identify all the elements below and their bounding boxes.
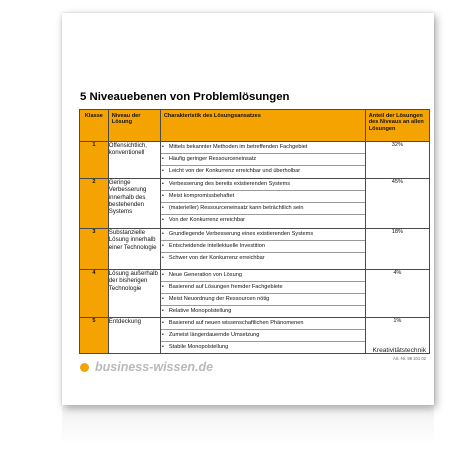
- bullet-icon: •: [161, 181, 164, 187]
- header-anteil: Anteil der Lösungen des Niveaus an allen Lösungen: [365, 110, 429, 142]
- logo-text: business-wissen.de: [95, 360, 214, 374]
- list-item-text: Häufig geringer Ressourceneinsatz: [168, 155, 257, 162]
- list-item-text: Meist Neuordnung der Ressourcen nötig: [168, 295, 270, 302]
- list-item: [161, 330, 365, 342]
- list-item-text: Entscheidende intellektuelle Investition: [168, 242, 265, 249]
- charakteristik-cell: [160, 229, 365, 270]
- table-row: [80, 142, 430, 179]
- bullet-icon: •: [161, 204, 164, 211]
- list-item-text: Relative Monopolstellung: [168, 307, 232, 314]
- bullet-icon: •: [161, 343, 164, 350]
- list-item: [161, 294, 365, 306]
- niveau-cell: Geringe Verbesserung innerhalb des bestehenden Systems: [108, 179, 160, 229]
- anteil-cell: 32%: [365, 142, 429, 179]
- list-item: [161, 318, 365, 330]
- list-item-text: (materieller) Ressourceneinsatz kann beträchtlich sein: [168, 204, 304, 211]
- list-item-text: Meist kompromissbehaftet: [168, 192, 235, 199]
- niveau-cell: Entdeckung: [108, 317, 160, 353]
- list-item: [161, 203, 365, 215]
- list-item-text: Stabile Monopolstellung: [168, 343, 229, 350]
- list-item: [161, 215, 365, 226]
- list-item-text: Basierend auf Lösungen fremder Fachgebiete: [168, 283, 283, 290]
- table-row: [80, 179, 430, 229]
- table-header-row: [80, 110, 430, 142]
- bullet-icon: •: [161, 283, 164, 290]
- list-item: [161, 191, 365, 203]
- anteil-cell: 1%: [365, 317, 429, 353]
- document-page: [62, 13, 434, 405]
- logo-dot-icon: [80, 363, 89, 372]
- list-item-text: Zumeist längerdauernde Umsetzung: [168, 331, 260, 338]
- bullet-icon: •: [161, 216, 164, 223]
- list-item: [161, 282, 365, 294]
- charakteristik-cell: [160, 179, 365, 229]
- niveau-cell: Lösung außerhalb der bisherigen Technologie: [108, 270, 160, 318]
- klasse-cell: 2: [80, 179, 109, 229]
- bullet-icon: •: [161, 231, 164, 237]
- list-item: [161, 241, 365, 253]
- header-niveau: Niveau der Lösung: [108, 110, 160, 142]
- bullet-icon: •: [161, 242, 164, 249]
- klasse-cell: 5: [80, 317, 109, 353]
- niveau-cell: Offensichtlich, konventionell: [108, 142, 160, 179]
- bullet-icon: •: [161, 254, 164, 261]
- charakteristik-cell: [160, 270, 365, 318]
- list-item-text: Schwer von der Konkurrenz erreichbar: [168, 254, 265, 261]
- bullet-icon: •: [161, 272, 164, 278]
- list-item: [161, 154, 365, 166]
- bullet-icon: •: [161, 167, 164, 174]
- bullet-icon: •: [161, 307, 164, 314]
- table-row: [80, 270, 430, 318]
- bullet-icon: •: [161, 155, 164, 162]
- list-item: [161, 253, 365, 264]
- levels-table: [79, 109, 430, 354]
- footer-meta: [372, 347, 426, 361]
- footer-category: Kreativitätstechnik: [372, 347, 426, 354]
- list-item-text: Von der Konkurrenz erreichbar: [168, 216, 246, 223]
- table-row: [80, 229, 430, 270]
- brand-logo: [80, 360, 213, 374]
- page-reflection: [62, 407, 434, 445]
- list-item-text: Verbesserung des bereits existierenden Systems: [168, 181, 291, 187]
- list-item-text: Mittels bekannter Methoden im betreffenden Fachgebiet: [168, 144, 308, 150]
- footer-article-number: Art.-Nr. 99 101 02: [392, 356, 426, 361]
- niveau-cell: Substanzielle Lösung innerhalb einer Technologie: [108, 229, 160, 270]
- anteil-cell: 4%: [365, 270, 429, 318]
- list-item: [161, 179, 365, 191]
- list-item-text: Leicht von der Konkurrenz erreichbar und überholbar: [168, 167, 301, 174]
- list-item: [161, 270, 365, 282]
- list-item-text: Grundlegende Verbesserung eines existierenden Systems: [168, 231, 314, 237]
- charakteristik-cell: [160, 317, 365, 353]
- charakteristik-cell: [160, 142, 365, 179]
- document-title: 5 Niveauebenen von Problemlösungen: [80, 91, 290, 103]
- list-item: [161, 166, 365, 177]
- klasse-cell: 3: [80, 229, 109, 270]
- klasse-cell: 1: [80, 142, 109, 179]
- anteil-cell: 45%: [365, 179, 429, 229]
- bullet-icon: •: [161, 192, 164, 199]
- bullet-icon: •: [161, 319, 164, 326]
- bullet-icon: •: [161, 295, 164, 302]
- list-item: [161, 142, 365, 154]
- list-item: [161, 306, 365, 317]
- klasse-cell: 4: [80, 270, 109, 318]
- bullet-icon: •: [161, 331, 164, 338]
- header-charakteristik: Charakteristik des Lösungsansatzes: [160, 110, 365, 142]
- list-item-text: Neue Generation von Lösung: [168, 272, 242, 278]
- header-klasse: Klasse: [80, 110, 109, 142]
- anteil-cell: 18%: [365, 229, 429, 270]
- list-item: [161, 342, 365, 353]
- bullet-icon: •: [161, 144, 164, 150]
- list-item-text: Basierend auf neuen wissenschaftlichen Phänomenen: [168, 319, 304, 326]
- list-item: [161, 229, 365, 241]
